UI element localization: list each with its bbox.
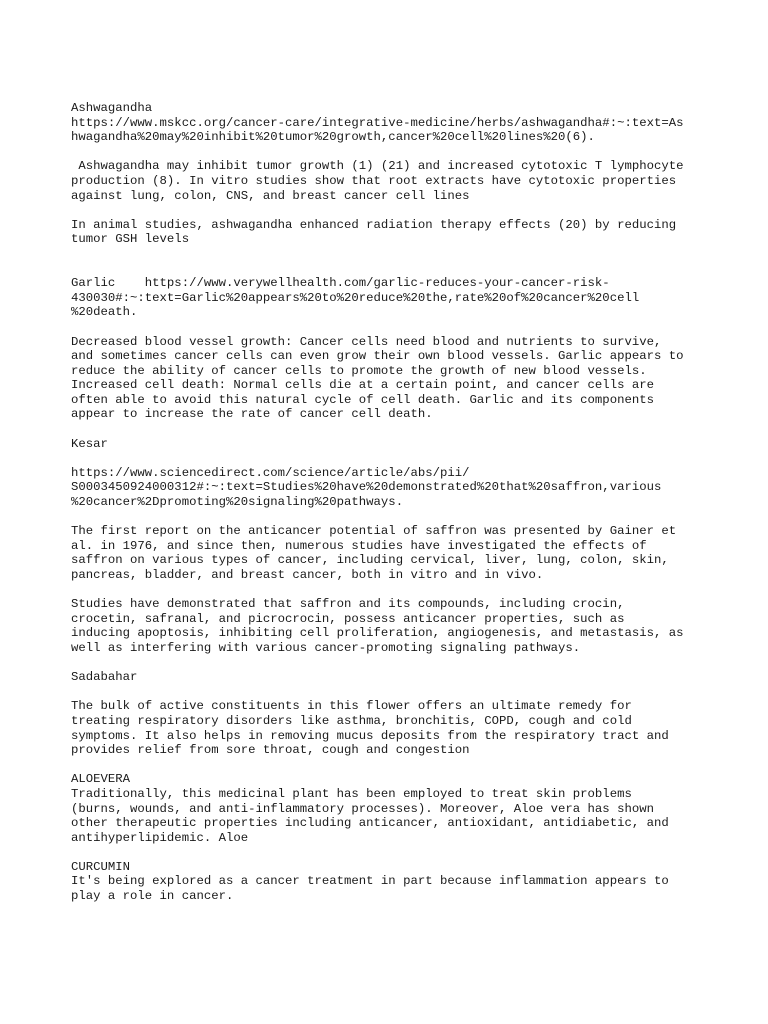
- paragraph-line: Studies have demonstrated that saffron and its compounds, including crocin,: [71, 597, 625, 612]
- source-url-line: S0003450924000312#:~:text=Studies%20have%20demonstrated%20that%20saffron,various: [71, 480, 662, 495]
- paragraph-line: appear to increase the rate of cancer cell death.: [71, 407, 433, 422]
- section-title-kesar: Kesar: [71, 436, 108, 451]
- paragraph-line: antihyperlipidemic. Aloe: [71, 830, 249, 845]
- section-title-curcumin: CURCUMIN: [71, 859, 131, 874]
- paragraph-line: It's being explored as a cancer treatment in part because inflammation appears to: [71, 874, 669, 889]
- paragraph-line: In animal studies, ashwagandha enhanced radiation therapy effects (20) by reducing: [71, 217, 677, 232]
- source-url-line: 430030#:~:text=Garlic%20appears%20to%20reduce%20the,rate%20of%20cancer%20cell: [71, 290, 640, 305]
- paragraph-line: inducing apoptosis, inhibiting cell proliferation, angiogenesis, and metastasis, as: [71, 626, 684, 641]
- paragraph-line: Decreased blood vessel growth: Cancer cells need blood and nutrients to survive,: [71, 334, 662, 349]
- paragraph-line: The first report on the anticancer potential of saffron was presented by Gainer et: [71, 524, 677, 539]
- section-title-aloevera: ALOEVERA: [71, 772, 131, 787]
- source-url-line: https://www.sciencedirect.com/science/article/abs/pii/: [71, 465, 470, 480]
- paragraph-line: The bulk of active constituents in this flower offers an ultimate remedy for: [71, 699, 632, 714]
- paragraph-line: provides relief from sore throat, cough and congestion: [71, 743, 470, 758]
- paragraph-line: reduce the ability of cancer cells to promote the growth of new blood vessels.: [71, 363, 647, 378]
- document-page: [71, 101, 711, 904]
- paragraph-line: Increased cell death: Normal cells die at a certain point, and cancer cells are: [71, 378, 654, 393]
- source-url-line: %20cancer%2Dpromoting%20signaling%20pathways.: [71, 495, 404, 510]
- paragraph-line: crocetin, safranal, and picrocrocin, possess anticancer properties, such as: [71, 611, 625, 626]
- paragraph-line: tumor GSH levels: [71, 232, 190, 247]
- paragraph-line: play a role in cancer.: [71, 889, 234, 904]
- paragraph-line: often able to avoid this natural cycle of cell death. Garlic and its components: [71, 392, 654, 407]
- paragraph-line: other therapeutic properties including anticancer, antioxidant, antidiabetic, and: [71, 816, 669, 831]
- paragraph-line: and sometimes cancer cells can even grow their own blood vessels. Garlic appears to: [71, 349, 684, 364]
- paragraph-line: al. in 1976, and since then, numerous studies have investigated the effects of: [71, 538, 647, 553]
- paragraph-line: saffron on various types of cancer, including cervical, liver, lung, colon, skin,: [71, 553, 669, 568]
- paragraph-line: well as interfering with various cancer-promoting signaling pathways.: [71, 640, 581, 655]
- paragraph-line: production (8). In vitro studies show that root extracts have cytotoxic properties: [71, 173, 677, 188]
- paragraph-line: against lung, colon, CNS, and breast cancer cell lines: [71, 188, 470, 203]
- source-url-line: %20death.: [71, 305, 138, 320]
- section-title-sadabahar: Sadabahar: [71, 670, 138, 685]
- source-url-line: https://www.mskcc.org/cancer-care/integrative-medicine/herbs/ashwagandha#:~:text=As: [71, 115, 684, 130]
- paragraph-line: Traditionally, this medicinal plant has been employed to treat skin problems: [71, 786, 632, 801]
- source-url-line: hwagandha%20may%20inhibit%20tumor%20growth,cancer%20cell%20lines%20(6).: [71, 130, 595, 145]
- paragraph-line: pancreas, bladder, and breast cancer, both in vitro and in vivo.: [71, 568, 544, 582]
- section-title-ashwagandha: Ashwagandha: [71, 101, 153, 115]
- section-title-garlic: Garlic https://www.verywellhealth.com/garlic-reduces-your-cancer-risk-: [71, 276, 610, 291]
- paragraph-line: symptoms. It also helps in removing mucus deposits from the respiratory tract and: [71, 728, 669, 743]
- paragraph-line: Ashwagandha may inhibit tumor growth (1) (21) and increased cytotoxic T lymphocyte: [71, 159, 684, 174]
- paragraph-line: treating respiratory disorders like asthma, bronchitis, COPD, cough and cold: [71, 713, 632, 728]
- paragraph-line: (burns, wounds, and anti-inflammatory processes). Moreover, Aloe vera has shown: [71, 801, 654, 816]
